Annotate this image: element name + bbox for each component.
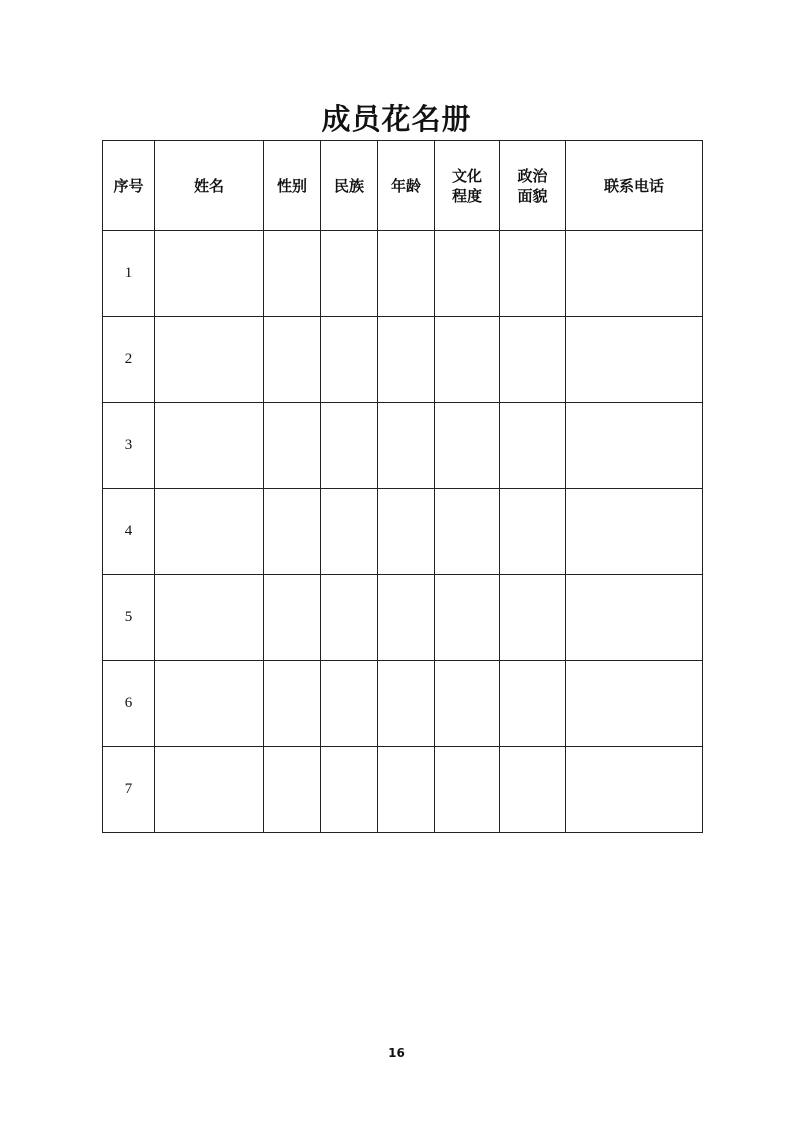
ethnicity-cell[interactable]	[321, 747, 378, 833]
row-index-cell: 3	[103, 403, 155, 489]
phone-cell[interactable]	[566, 575, 703, 661]
name-cell[interactable]	[155, 489, 264, 575]
education-cell[interactable]	[435, 403, 500, 489]
political-status-cell[interactable]	[500, 489, 566, 575]
political-status-cell[interactable]	[500, 231, 566, 317]
name-cell[interactable]	[155, 317, 264, 403]
column-header-gender: 性别	[264, 141, 321, 231]
row-index-cell: 2	[103, 317, 155, 403]
row-index-cell: 6	[103, 661, 155, 747]
political-status-cell[interactable]	[500, 747, 566, 833]
ethnicity-cell[interactable]	[321, 489, 378, 575]
table-row	[103, 489, 703, 575]
phone-cell[interactable]	[566, 403, 703, 489]
gender-cell[interactable]	[264, 231, 321, 317]
education-cell[interactable]	[435, 489, 500, 575]
page-number: 16	[388, 1046, 405, 1060]
phone-cell[interactable]	[566, 747, 703, 833]
gender-cell[interactable]	[264, 747, 321, 833]
name-cell[interactable]	[155, 661, 264, 747]
age-cell[interactable]	[378, 403, 435, 489]
gender-cell[interactable]	[264, 489, 321, 575]
name-cell[interactable]	[155, 403, 264, 489]
ethnicity-cell[interactable]	[321, 661, 378, 747]
row-index-cell: 7	[103, 747, 155, 833]
table-row	[103, 747, 703, 833]
political-status-cell[interactable]	[500, 661, 566, 747]
age-cell[interactable]	[378, 661, 435, 747]
table-row	[103, 231, 703, 317]
education-cell[interactable]	[435, 661, 500, 747]
name-cell[interactable]	[155, 575, 264, 661]
political-status-cell[interactable]	[500, 317, 566, 403]
political-status-cell[interactable]	[500, 403, 566, 489]
row-index-cell: 4	[103, 489, 155, 575]
table-row	[103, 575, 703, 661]
gender-cell[interactable]	[264, 575, 321, 661]
column-header-age: 年龄	[378, 141, 435, 231]
gender-cell[interactable]	[264, 661, 321, 747]
column-header-name: 姓名	[155, 141, 264, 231]
age-cell[interactable]	[378, 317, 435, 403]
gender-cell[interactable]	[264, 403, 321, 489]
phone-cell[interactable]	[566, 661, 703, 747]
name-cell[interactable]	[155, 747, 264, 833]
table-header-row	[103, 141, 703, 231]
political-status-cell[interactable]	[500, 575, 566, 661]
age-cell[interactable]	[378, 747, 435, 833]
age-cell[interactable]	[378, 489, 435, 575]
column-header-education: 文化 程度	[435, 141, 500, 231]
ethnicity-cell[interactable]	[321, 575, 378, 661]
table-row	[103, 661, 703, 747]
education-cell[interactable]	[435, 231, 500, 317]
ethnicity-cell[interactable]	[321, 231, 378, 317]
row-index-cell: 1	[103, 231, 155, 317]
gender-cell[interactable]	[264, 317, 321, 403]
table-row	[103, 403, 703, 489]
phone-cell[interactable]	[566, 317, 703, 403]
age-cell[interactable]	[378, 575, 435, 661]
column-header-index: 序号	[103, 141, 155, 231]
row-index-cell: 5	[103, 575, 155, 661]
document-title: 成员花名册	[321, 102, 472, 136]
education-cell[interactable]	[435, 747, 500, 833]
age-cell[interactable]	[378, 231, 435, 317]
name-cell[interactable]	[155, 231, 264, 317]
column-header-ethnicity: 民族	[321, 141, 378, 231]
column-header-phone: 联系电话	[566, 141, 703, 231]
column-header-political-status: 政治 面貌	[500, 141, 566, 231]
ethnicity-cell[interactable]	[321, 403, 378, 489]
phone-cell[interactable]	[566, 489, 703, 575]
education-cell[interactable]	[435, 317, 500, 403]
education-cell[interactable]	[435, 575, 500, 661]
ethnicity-cell[interactable]	[321, 317, 378, 403]
table-row	[103, 317, 703, 403]
phone-cell[interactable]	[566, 231, 703, 317]
member-roster-table	[102, 140, 703, 833]
